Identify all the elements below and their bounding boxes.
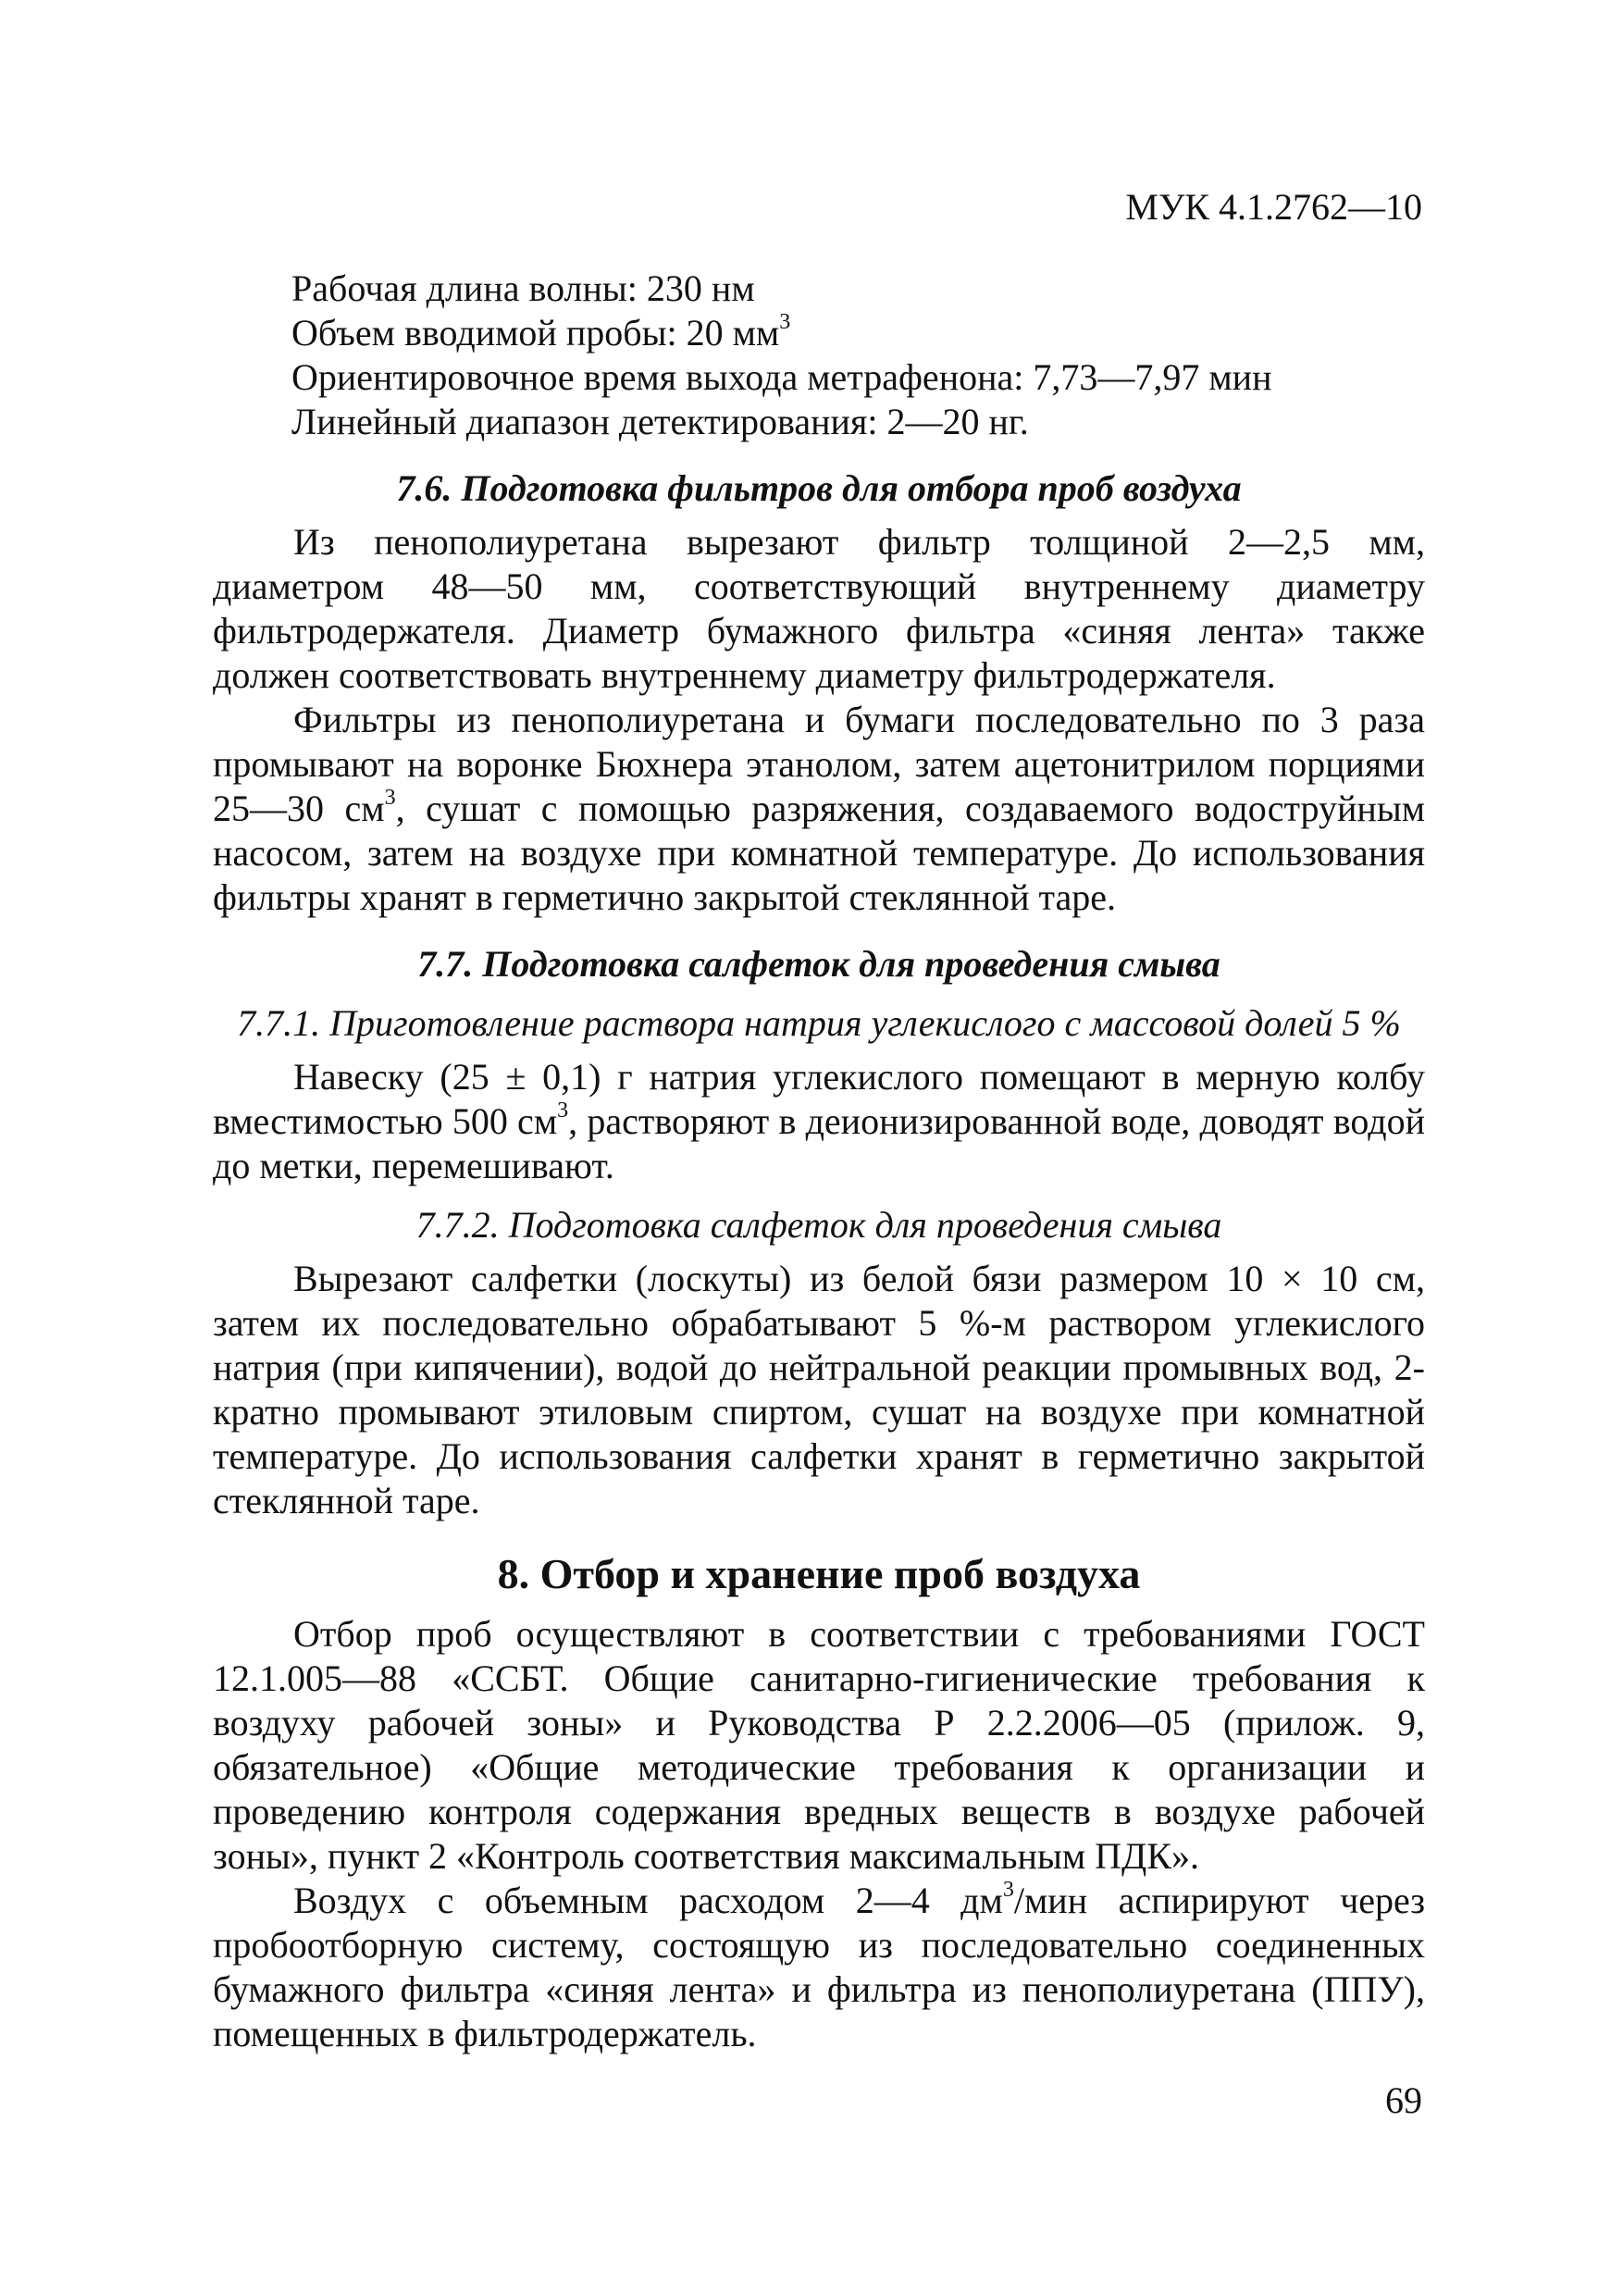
section-8-paragraph-2-text-b: /мин аспирируют через пробоотборную систему, состоящую из последовательно соединенных бумажного фильтра «синяя лента» и фильтра из пенополиуретана (ППУ), помещенных в фильтродержатель. [213, 1880, 1426, 2054]
section-7-7-1-paragraph-text-a: Навеску (25 ± 0,1) г натрия углекислого помещают в мерную колбу вместимостью 500 см [213, 1056, 1425, 1142]
param-retention-time: Ориентировочное время выхода метрафенона: 7,73—7,97 мин [291, 356, 1272, 398]
param-injection-volume-text: Объем вводимой пробы: 20 мм [291, 312, 780, 354]
section-8-paragraph-2-text-a: Воздух с объемным расходом 2—4 дм [293, 1880, 1003, 1921]
section-7-6-heading: 7.6. Подготовка фильтров для отбора проб воздуха [396, 467, 1242, 509]
section-7-7-1-paragraph-text-b: , растворяют в деионизированной воде, доводят водой до метки, перемешивают. [213, 1100, 1425, 1186]
param-injection-volume [291, 311, 1425, 355]
section-7-6-paragraph-2 [213, 698, 1425, 920]
superscript-3: 3 [1002, 1877, 1014, 1902]
superscript-3: 3 [779, 309, 791, 334]
section-7-6-paragraph-2-text-b: , сушат с помощью разряжения, создаваемого водоструйным насосом, затем на воздухе при комнатной температуре. До использования фильтры хранят в герметично закрытой стеклянной таре. [213, 788, 1425, 918]
page-content [213, 267, 1425, 2056]
chromatography-parameters [213, 267, 1425, 444]
section-8-paragraph-2 [213, 1879, 1425, 2056]
section-8-heading: 8. Отбор и хранение проб воздуха [497, 1550, 1141, 1597]
param-linear-range: Линейный диапазон детектирования: 2—20 нг. [291, 401, 1029, 442]
section-8-paragraph-1: Отбор проб осуществляют в соответствии с требованиями ГОСТ 12.1.005—88 «ССБТ. Общие санитарно-гигиенические требования к воздуху рабочей зоны» и Руководства Р 2.2.2006—05 (прилож. 9, обязательное) «Общие методические требования к организации и проведению контроля содержания вредных веществ в воздухе рабочей зоны», пункт 2 «Контроль соответствия максимальным ПДК». [213, 1613, 1425, 1877]
superscript-3: 3 [384, 785, 396, 810]
superscript-3: 3 [557, 1098, 569, 1123]
section-7-6-paragraph-1: Из пенополиуретана вырезают фильтр толщиной 2—2,5 мм, диаметром 48—50 мм, соответствующий внутреннему диаметру фильтродержателя. Диаметр бумажного фильтра «синяя лента» также должен соответствовать внутреннему диаметру фильтродержателя. [213, 521, 1425, 696]
page-number: 69 [1385, 2079, 1422, 2121]
document-code-header: МУК 4.1.2762—10 [1125, 186, 1422, 228]
section-7-7-2-paragraph: Вырезают салфетки (лоскуты) из белой бязи размером 10 × 10 см, затем их последовательно обрабатывают 5 %-м раствором углекислого натрия (при кипячении), водой до нейтральной реакции промывных вод, 2-кратно промывают этиловым спиртом, сушат на воздухе при комнатной температуре. До использования салфетки хранят в герметично закрытой стеклянной таре. [213, 1258, 1425, 1521]
param-wavelength: Рабочая длина волны: 230 нм [291, 267, 755, 309]
section-7-7-1-paragraph [213, 1055, 1425, 1188]
section-7-7-2-heading: 7.7.2. Подготовка салфеток для проведения смыва [415, 1204, 1222, 1246]
section-7-6-paragraph-2-text-a: Фильтры из пенополиуретана и бумаги последовательно по 3 раза промывают на воронке Бюхнера этанолом, затем ацетонитрилом порциями 25—30 см [213, 699, 1425, 829]
section-7-7-1-heading: 7.7.1. Приготовление раствора натрия углекислого с массовой долей 5 % [237, 1002, 1401, 1044]
section-7-7-heading: 7.7. Подготовка салфеток для проведения смыва [417, 943, 1220, 985]
